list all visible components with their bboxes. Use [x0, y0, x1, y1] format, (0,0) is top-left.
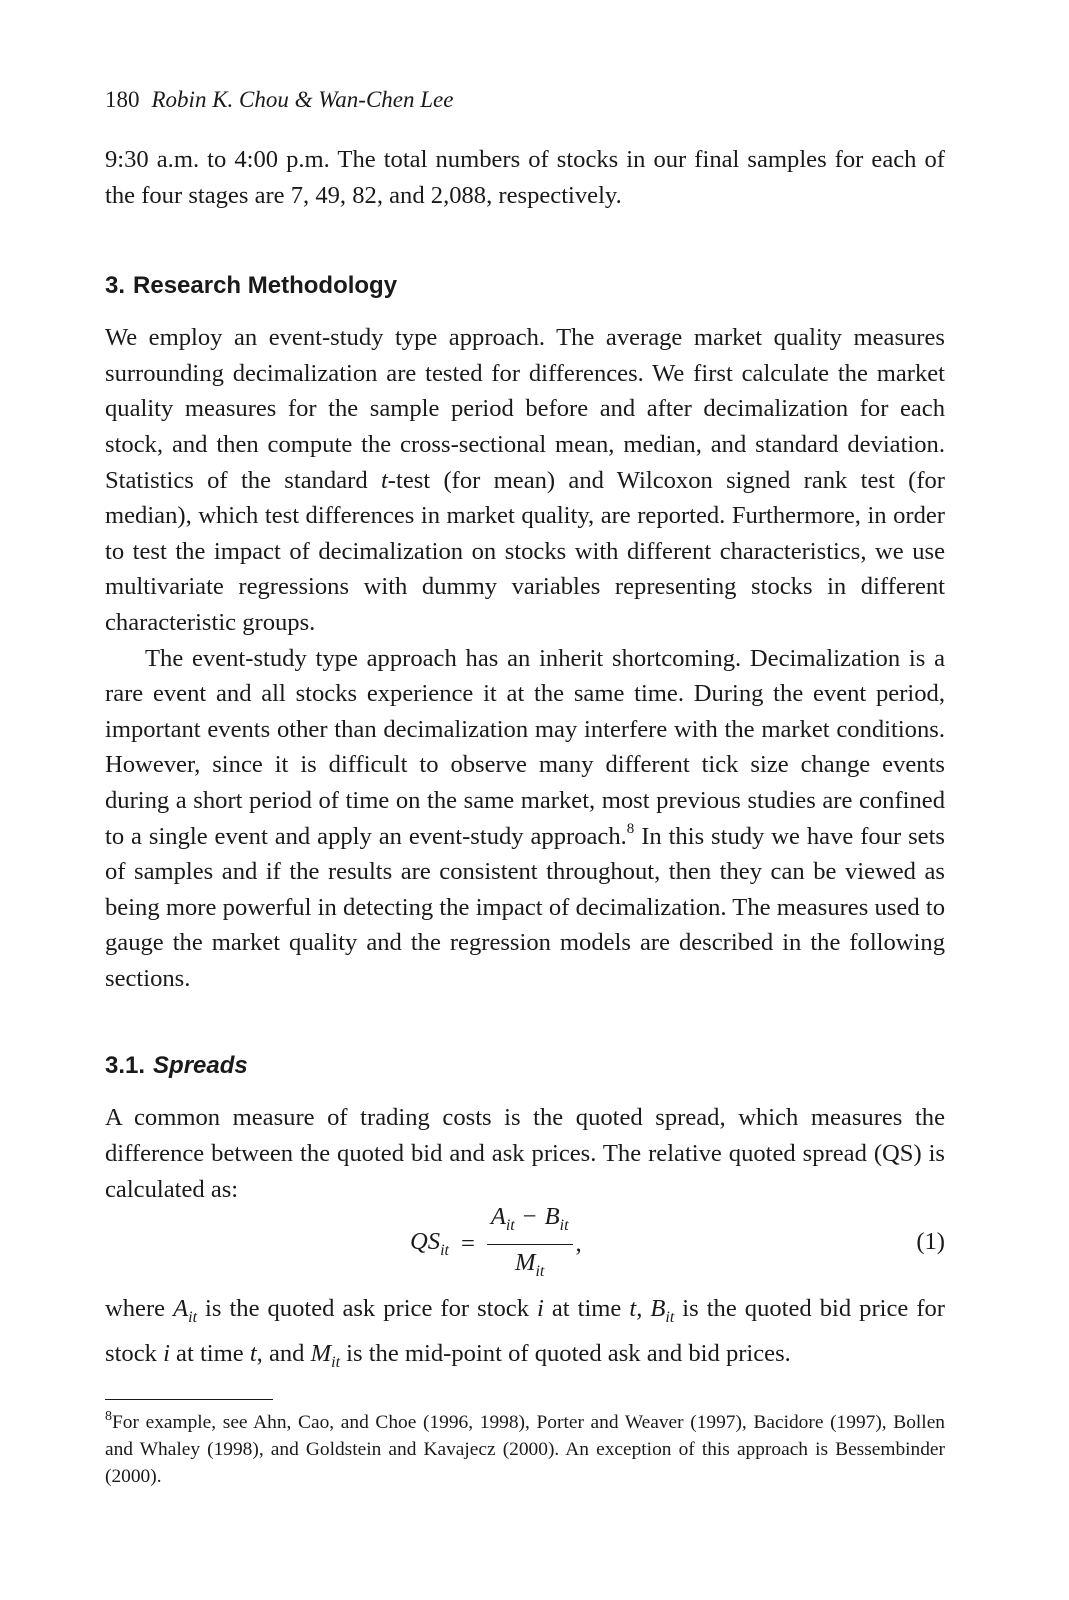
equation-lhs	[410, 1228, 449, 1260]
para-text: The event-study type approach has an inherit shortcoming. Decimalization is a rare event and all stocks experience it at the same time. During the event period, important events other than decimalization may interfere with the market conditions. However, since it is difficult to observe many different tick size change events during a short period of time on the same market, most previous studies are confined to a single event and apply an event-study approach.	[105, 644, 945, 850]
para-text: at time	[169, 1339, 250, 1367]
equation-comma: ,	[575, 1230, 582, 1258]
footnote-divider	[105, 1399, 273, 1400]
para-text: is the quoted ask price for stock	[197, 1295, 538, 1323]
t-variable: t	[249, 1339, 257, 1367]
equation-number: (1)	[916, 1228, 945, 1256]
para-text: is the mid-point of quoted ask and bid prices.	[340, 1339, 791, 1367]
intro-paragraph: 9:30 a.m. to 4:00 p.m. The total numbers of stocks in our final samples for each of the four stages are 7, 49, 82, and 2,088, respectively.	[105, 146, 945, 209]
equation-body	[410, 1202, 582, 1280]
running-head-authors: Robin K. Chou & Wan-Chen Lee	[151, 87, 454, 112]
i-variable: i	[163, 1339, 170, 1367]
equation-explanation	[105, 1291, 945, 1380]
fraction	[487, 1202, 573, 1287]
section-3-paragraph-2	[105, 641, 945, 997]
ask-symbol: A	[490, 1202, 506, 1230]
subscript: it	[440, 1242, 449, 1260]
fraction-numerator	[487, 1202, 573, 1245]
qs-symbol: QS	[410, 1228, 441, 1256]
subscript: it	[331, 1353, 341, 1371]
subscript: it	[505, 1216, 515, 1234]
section-3-1-number: 3.1.	[105, 1052, 146, 1080]
para-text: We employ an event-study type approach. The average market quality measures surrounding decimalization are tested for differences. We first calculate the market quality measures for the sample period before and after decimalization for each stock, and then compute the cross-sectional mean, median, and standard deviation. Statistics of the standard	[105, 324, 945, 494]
mid-symbol: M	[514, 1248, 536, 1276]
subscript: it	[535, 1262, 545, 1280]
subscript: it	[665, 1309, 675, 1327]
section-3-number: 3.	[105, 272, 126, 300]
para-text: , and	[256, 1339, 311, 1367]
t-variable: t	[629, 1295, 637, 1323]
para-text: where	[105, 1295, 174, 1323]
para-text: -test (for mean) and Wilcoxon signed rank test (for median), which test differences in market quality, are reported. Furthermore, in order to test the impact of decimalization on stocks with different characteristics, we use multivariate regressions with dummy variables representing stocks in different characteristic groups.	[105, 466, 945, 636]
t-variable: t	[380, 466, 388, 494]
fraction-denominator	[515, 1245, 544, 1287]
equation-1	[105, 1202, 945, 1287]
para-text: ,	[636, 1295, 651, 1323]
section-3-heading	[105, 270, 945, 302]
running-head	[105, 85, 945, 115]
bid-symbol: B	[650, 1295, 666, 1323]
subscript: it	[559, 1216, 569, 1234]
section-3-paragraph-1	[105, 320, 945, 640]
equals-sign: =	[460, 1230, 475, 1258]
page	[105, 85, 945, 1490]
para-text: In this study we have four sets of samples and if the results are consistent throughout, then they can be viewed as being more powerful in detecting the impact of decimalization. The measures used to gauge the market quality and the regression models are described in the following sections.	[105, 822, 945, 992]
page-number: 180	[105, 87, 140, 112]
para-text: is the quoted bid price for stock	[105, 1295, 945, 1367]
section-3-title: Research Methodology	[133, 272, 398, 300]
minus-sign: −	[522, 1202, 537, 1230]
footnote-reference[interactable]: 8	[626, 820, 635, 837]
section-3-1-title: Spreads	[153, 1052, 248, 1080]
section-3-1-paragraph-1: A common measure of trading costs is the quoted spread, which measures the difference between the quoted bid and ask prices. The relative quoted spread (QS) is calculated as:	[105, 1104, 945, 1203]
footnote-text: For example, see Ahn, Cao, and Choe (1996, 1998), Porter and Weaver (1997), Bacidore (1997), Bollen and Whaley (1998), and Goldstein and Kavajecz (2000). An exception of this approach is Bessembinder (2000).	[105, 1412, 945, 1488]
ask-symbol: A	[173, 1295, 189, 1323]
mid-symbol: M	[310, 1339, 332, 1367]
bid-symbol: B	[544, 1202, 560, 1230]
i-variable: i	[537, 1295, 544, 1323]
footnote-marker: 8	[105, 1409, 112, 1425]
subscript: it	[188, 1309, 198, 1327]
section-3-1-heading	[105, 1050, 945, 1082]
para-text: at time	[543, 1295, 630, 1323]
footnote-8	[105, 1409, 945, 1490]
